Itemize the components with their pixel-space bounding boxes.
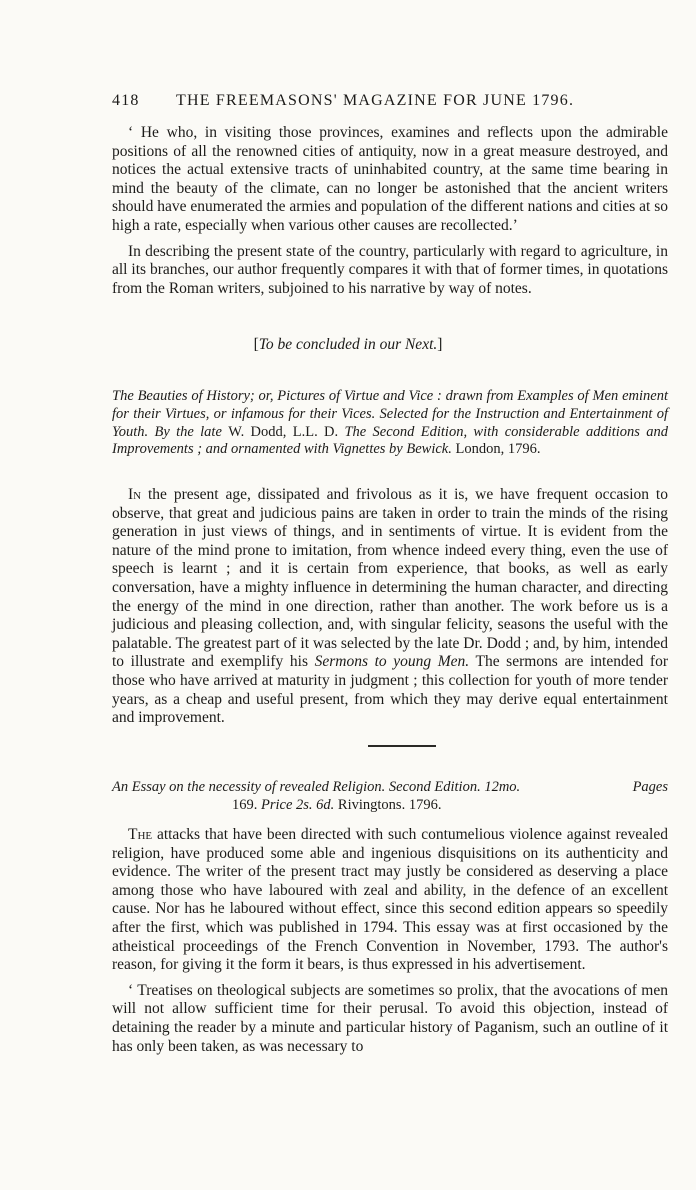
review-2-body [112, 826, 668, 1056]
page-number: 418 [112, 92, 140, 109]
quoted-paragraph: ‘ Treatises on theological subjects are sometimes so prolix, that the avocations of men will not allow sufficient time for their perusal. To avoid this objection, instead of detaining the reader by a minute and particular history of Paganism, such an outline of it has only been taken, as was necessary to [112, 981, 668, 1055]
review-heading-2: An Essay on the necessity of revealed Religion. Second Edition. 12mo. Pages 169. Price 2s. 6d. Rivingtons. 1796. [112, 779, 668, 813]
running-title: THE FREEMASONS' MAGAZINE FOR JUNE 1796. [176, 92, 575, 109]
running-header [112, 92, 672, 110]
review-paragraph: The attacks that have been directed with such contumelious violence against revealed religion, have produced some able and ingenious disquisitions on its authenticity and evidence. The writer of the present tract may justly be considered as deserving a place among those who have laboured with zeal and ability, in the defence of an excellent cause. Nor has he laboured without effect, since this second edition appears so speedily after the first, which was published in 1794. This essay was at first occasioned by the atheistical proceedings of the French Convention in November, 1793. The author's reason, for giving it the form it bears, is thus expressed in his advertisement. [112, 826, 668, 974]
review-paragraph: In the present age, dissipated and frivolous as it is, we have frequent occasion to observe, that great and judicious pains are taken in order to train the minds of the rising generation in just views of things, and in sentiments of virtue. It is evident from the nature of the mind prone to imitation, from whence indeed every thing, even the use of speech is learnt ; and it is certain from experience, that books, as well as early conversation, have a mighty influence in determining the human character, and directing the energy of the mind in one direction, rather than another. The work before us is a judicious and pleasing collection, and, with singular felicity, seasons the useful with the palatable. The greatest part of it was selected by the late Dr. Dodd ; and, by him, intended to illustrate and exemplify his Sermons to young Men. The sermons are intended for those who have arrived at maturity in judgment ; this collection for youth of more tender years, as a cheap and useful present, from which they may derive equal entertainment and improvement. [112, 486, 668, 727]
review-body [112, 486, 668, 728]
section-divider [368, 745, 436, 747]
section-continued-text [112, 124, 668, 298]
continued-note: [To be concluded in our Next.] [253, 336, 443, 353]
paragraph: In describing the present state of the country, particularly with regard to agriculture, in all its branches, our author frequently compares it with that of former times, in quotations from the Roman writers, subjoined to his narrative by way of notes. [112, 242, 668, 297]
quoted-paragraph: ‘ He who, in visiting those provinces, examines and reflects upon the admirable positions of all the renowned cities of antiquity, now in a great measure destroyed, and notices the actual extensive tracts of uninhabited country, at the same time bearing in mind the beauty of the climate, can no longer be astonished that the ancient writers should have enumerated the armies and population of the different nations and cities at so high a rate, especially when various other causes are recollected.’ [112, 124, 668, 234]
review-heading: The Beauties of History; or, Pictures of Virtue and Vice : drawn from Examples of Men eminent for their Virtues, or infamous for their Vices. Selected for the Instruction and Entertainment of Youth. By the late W. Dodd, L.L. D. The Second Edition, with considerable additions and Improvements ; and ornamented with Vignettes by Bewick. London, 1796. [112, 388, 669, 458]
